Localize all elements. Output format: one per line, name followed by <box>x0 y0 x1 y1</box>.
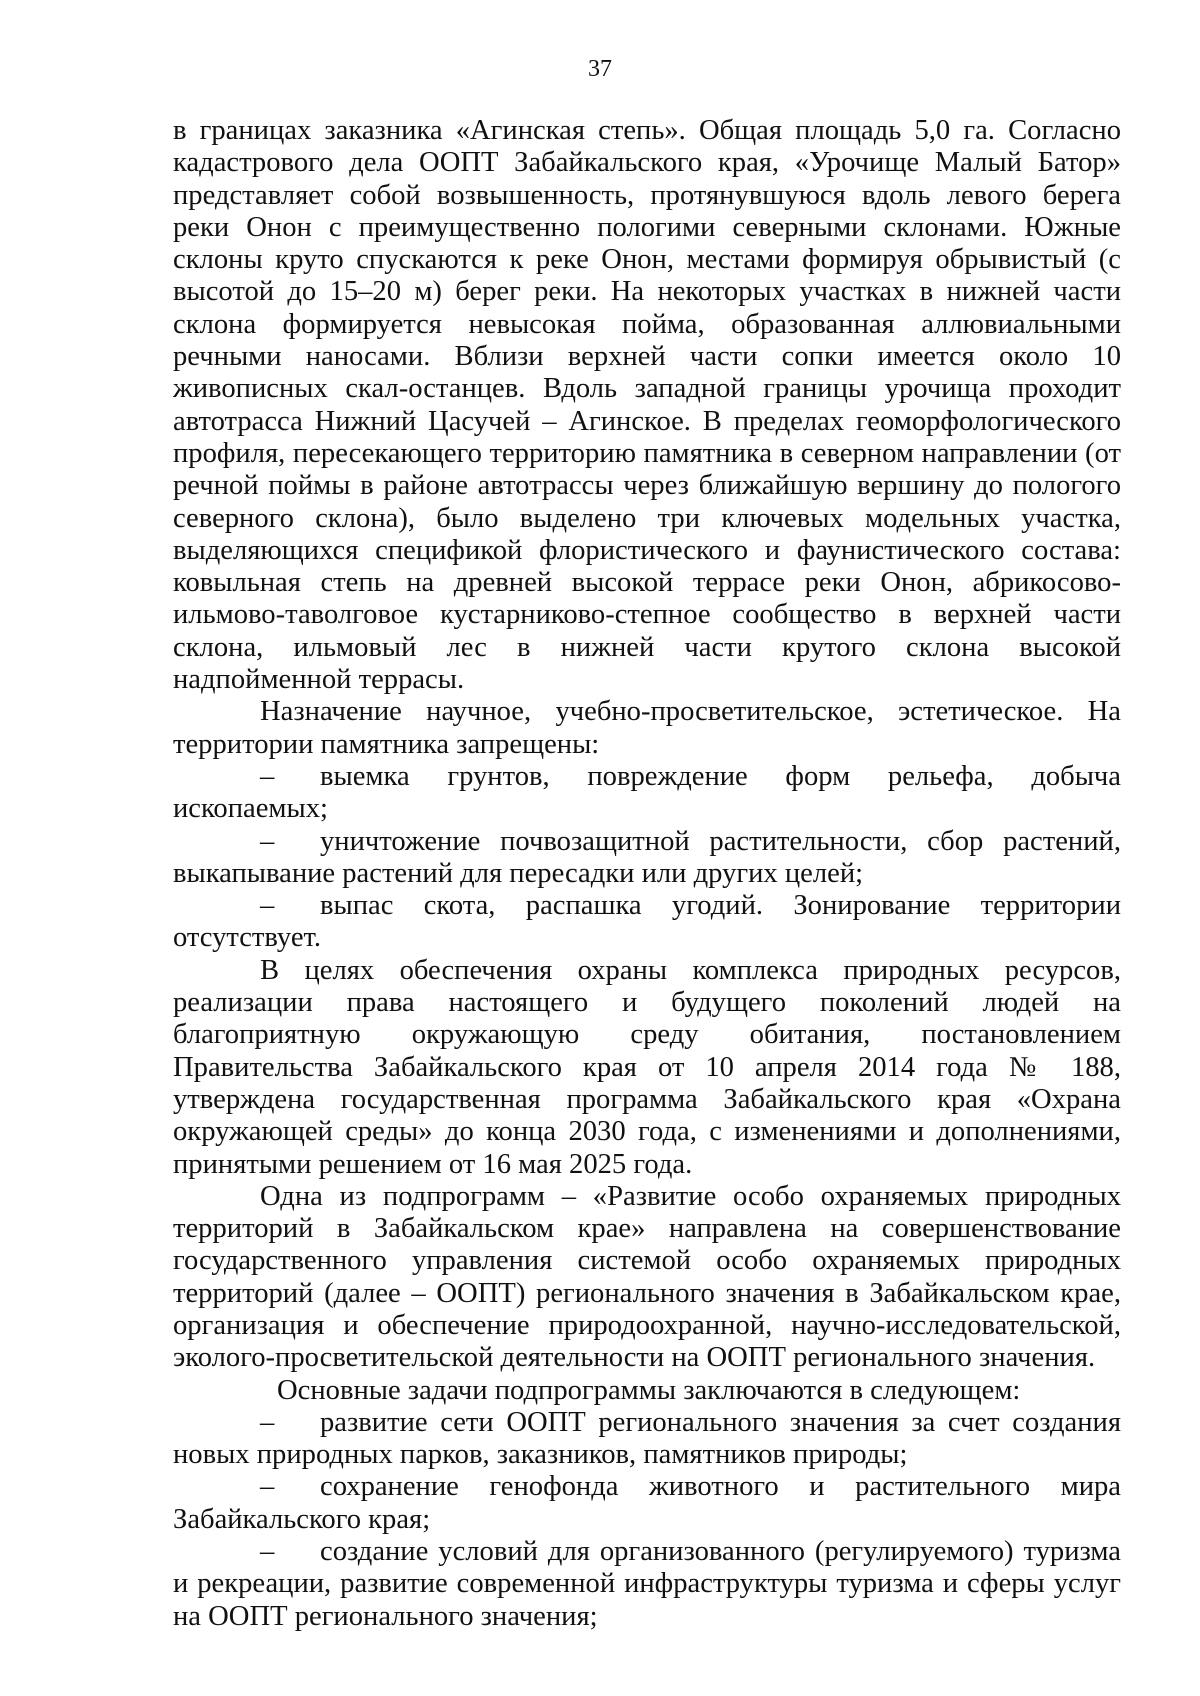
paragraph-purpose: Назначение научное, учебно-просветительское, эстетическое. На территории памятника запрещены: <box>173 696 1121 760</box>
list-dash: – <box>260 1536 275 1568</box>
list-item-text: уничтожение почвозащитной растительности, сбор растений, выкапывание растений для пересадки или других целей; <box>173 825 1121 889</box>
paragraph-tasks-lead: Основные задачи подпрограммы заключаются в следующем: <box>277 1374 1021 1406</box>
paragraph-program: В целях обеспечения охраны комплекса природных ресурсов, реализации права настоящего и будущего поколений людей на благоприятную окружающую среду обитания, постановлением Правительства Забайкальского края от 10 апреля 2014 года № 188, утверждена государственная программа Забайкальского края «Охрана окружающей среды» до конца 2030 года, с изменениями и дополнениями, принятыми решением от 16 мая 2025 года. <box>173 954 1121 1180</box>
list-item <box>173 826 1121 891</box>
list-item-text: создание условий для организованного (регулируемого) туризма и рекреации, развитие современной инфраструктуры туризма и сферы услуг на ООПТ регионального значения; <box>173 1536 1121 1632</box>
list-item-text: выемка грунтов, повреждение форм рельефа, добыча ископаемых; <box>173 760 1121 825</box>
paragraph-continuation: в границах заказника «Агинская степь». Общая площадь 5,0 га. Согласно кадастрового дела ООПТ Забайкальского края, «Урочище Малый Батор» представляет собой возвышенность, протянувшуюся вдоль левого берега реки Онон с преимущественно пологими северными склонами. Южные склоны круто спускаются к реке Онон, местами формируя обрывистый (с высотой до 15–20 м) берег реки. На некоторых участках в нижней части склона формируется невысокая пойма, образованная аллювиальными речными наносами. Вблизи верхней части сопки имеется около 10 живописных скал-останцев. Вдоль западной границы урочища проходит автотрасса Нижний Цасучей – Агинское. В пределах геоморфологического профиля, пересекающего территорию памятника в северном направлении (от речной поймы в районе автотрассы через ближайшую вершину до пологого северного склона), было выделено три ключевых модельных участка, выделяющихся спецификой флористического и фаунистического состава: ковыльная степь на древней высокой террасе реки Онон, абрикосово-ильмово-таволговое кустарниково-степное сообщество в верхней части склона, ильмовый лес в нижней части крутого склона высокой надпойменной террасы. <box>173 115 1121 696</box>
list-item <box>173 890 1121 955</box>
list-dash: – <box>260 1471 275 1503</box>
paragraph-subprogram: Одна из подпрограмм – «Развитие особо охраняемых природных территорий в Забайкальском крае» направлена на совершенствование государственного управления системой особо охраняемых природных территорий (далее – ООПТ) регионального значения в Забайкальском крае, организация и обеспечение природоохранной, научно-исследовательской, эколого-просветительской деятельности на ООПТ регионального значения. <box>173 1180 1121 1374</box>
list-item <box>173 1407 1121 1472</box>
list-dash: – <box>260 890 275 922</box>
list-item <box>173 1536 1121 1633</box>
list-item <box>173 761 1121 826</box>
list-dash: – <box>260 1406 275 1438</box>
list-dash: – <box>260 825 275 857</box>
list-dash: – <box>260 760 275 792</box>
list-item-text: сохранение генофонда животного и растительного мира Забайкальского края; <box>173 1471 1121 1535</box>
document-body <box>173 115 1121 1633</box>
list-item-text: развитие сети ООПТ регионального значения за счет создания новых природных парков, заказников, памятников природы; <box>173 1406 1121 1471</box>
page-number: 37 <box>588 56 612 82</box>
list-item-text: выпас скота, распашка угодий. Зонирование территории отсутствует. <box>173 890 1121 954</box>
list-item <box>173 1471 1121 1536</box>
